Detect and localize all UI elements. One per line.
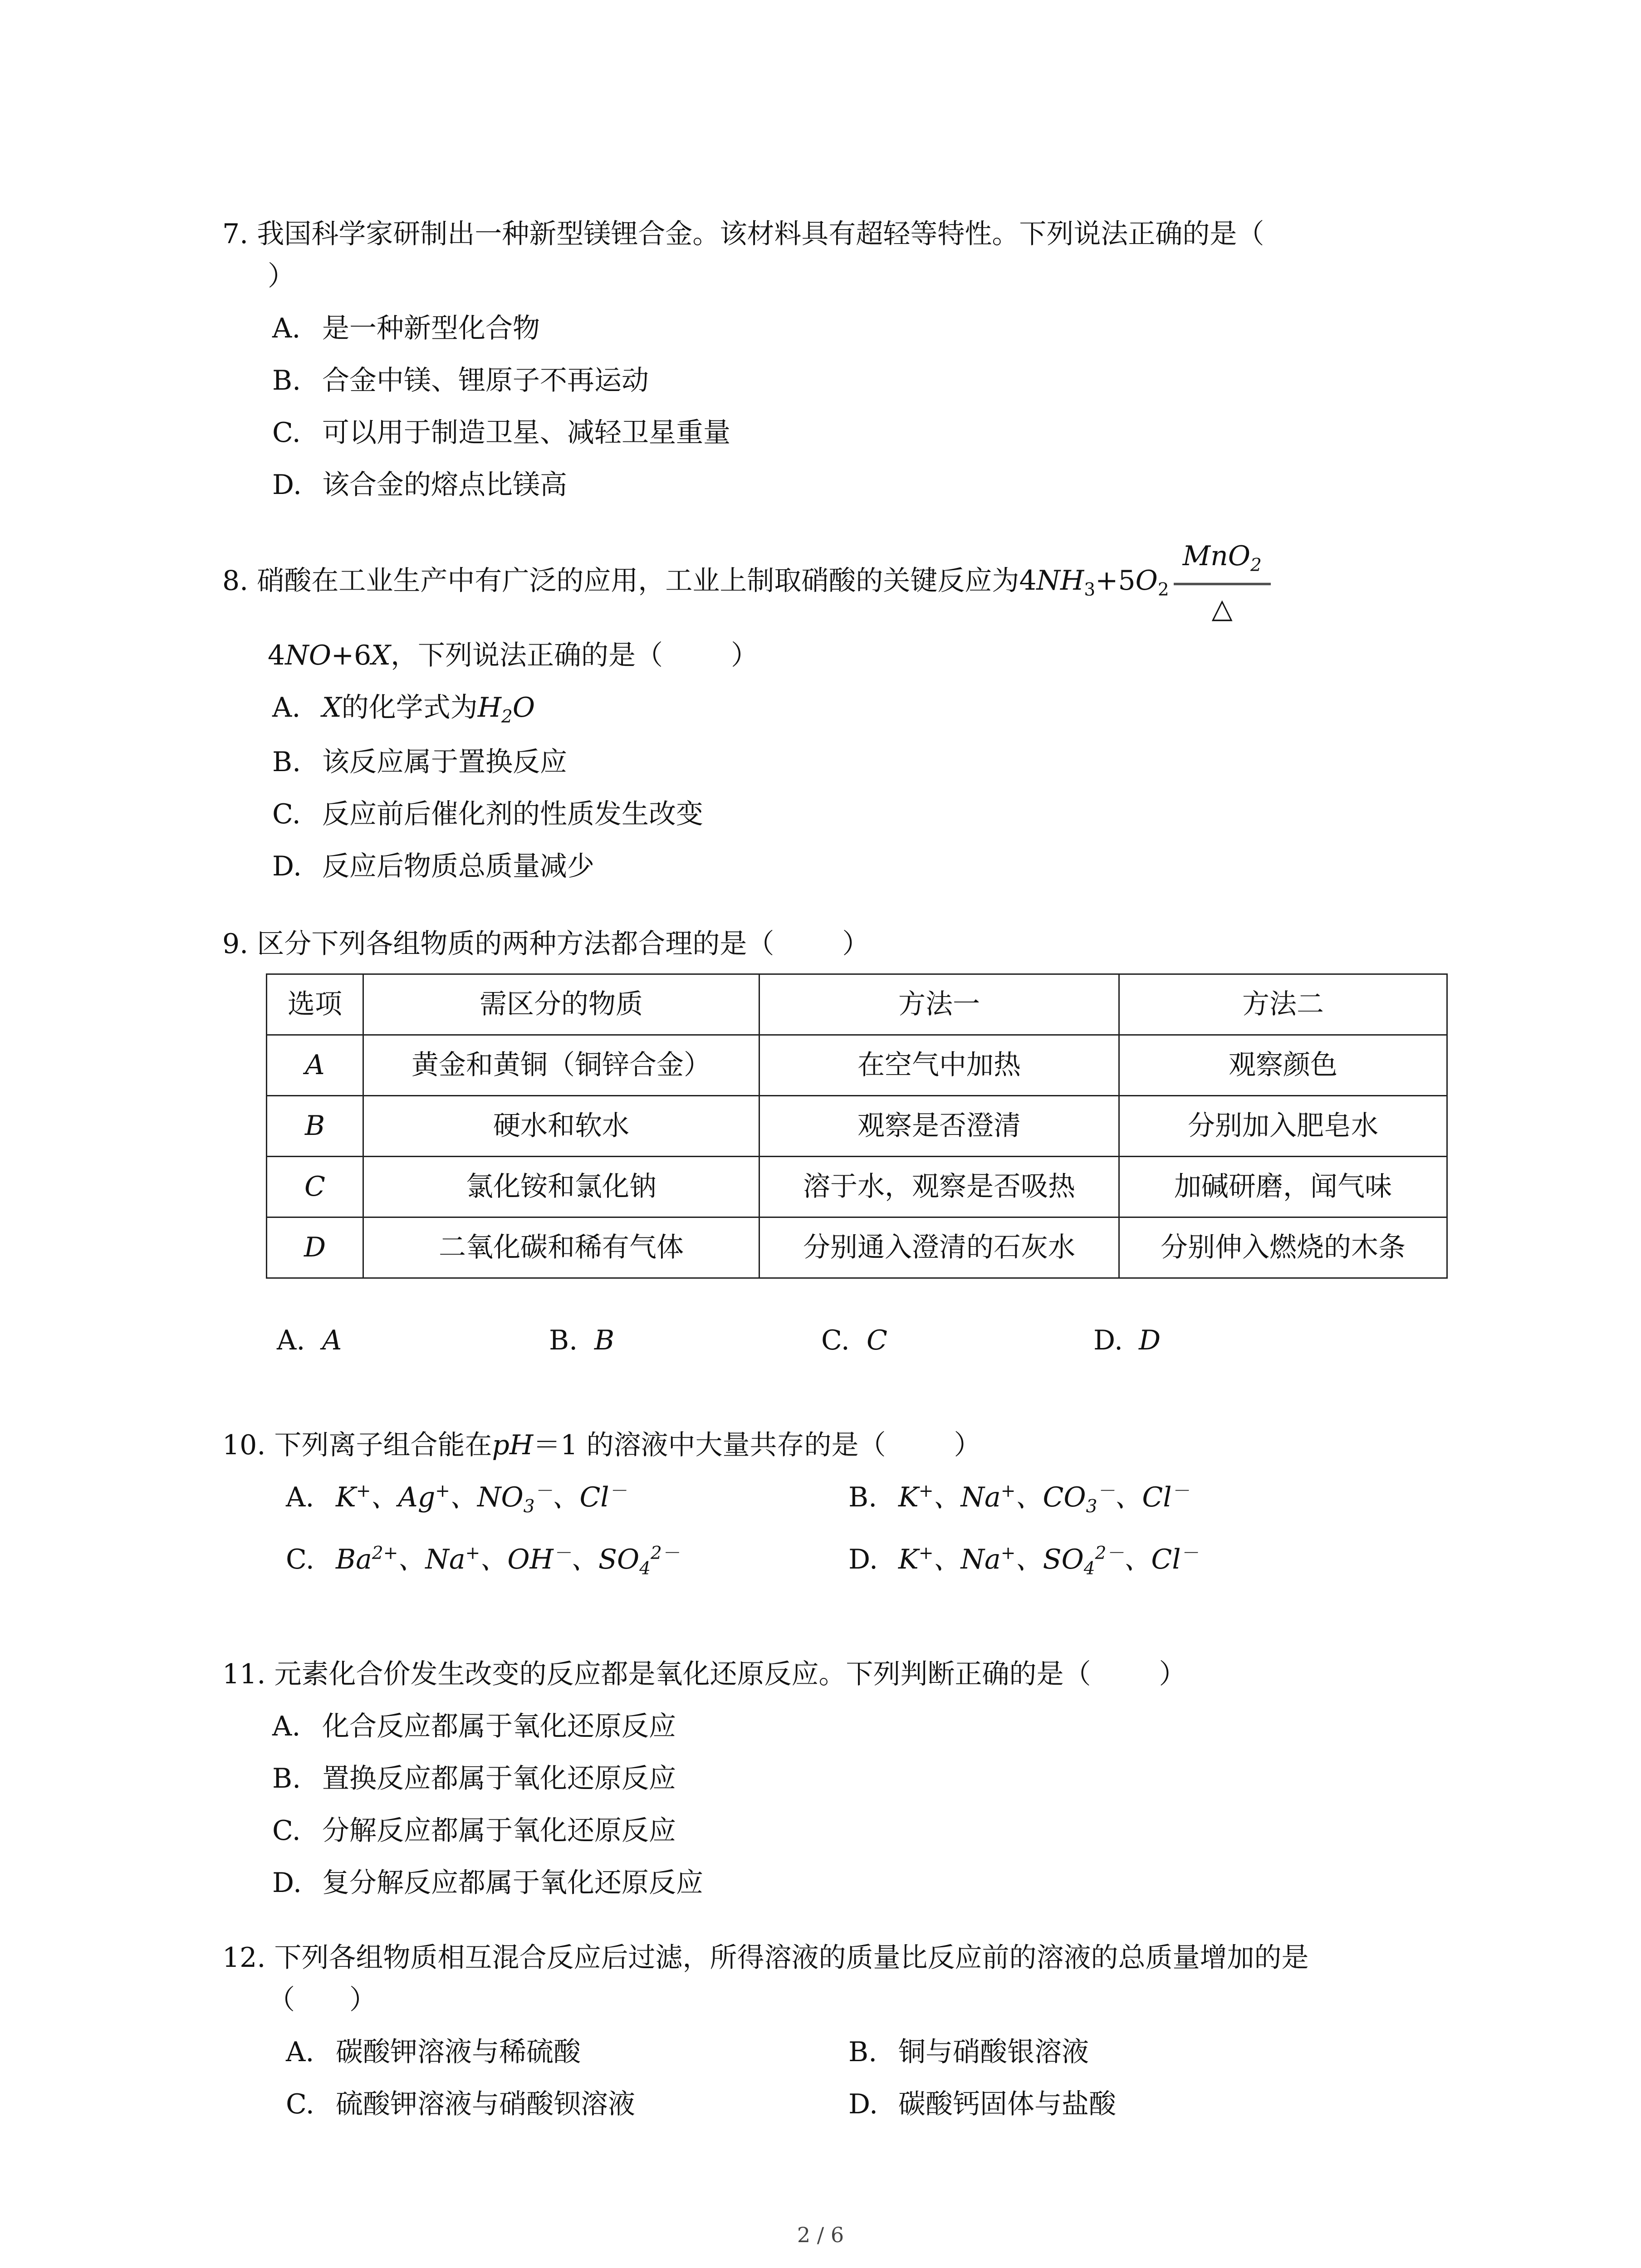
question-7-option-d — [272, 464, 1474, 506]
question-11-stem-text: 11. 元素化合价发生改变的反应都是氧化还原反应。下列判断正确的是（ — [222, 1658, 1091, 1690]
reaction-condition: $\frac{MnO_2}{\triangle}$ — [1174, 535, 1271, 630]
table-cell: C — [267, 1157, 363, 1217]
table-row — [267, 1096, 1447, 1157]
option-label: A. — [286, 1481, 314, 1513]
option-label: C. — [272, 417, 301, 449]
option-label: B. — [272, 1763, 301, 1794]
products: 4NO+6X — [268, 640, 391, 672]
option-label: D. — [848, 1544, 878, 1576]
option-text: D — [1139, 1325, 1161, 1356]
table-cell: D — [267, 1217, 363, 1278]
question-7 — [222, 213, 1474, 506]
heating-symbol: △ — [1211, 593, 1233, 625]
question-8-stem-continuation — [268, 635, 1474, 677]
question-7-stem: 7. 我国科学家研制出一种新型镁锂合金。该材料具有超轻等特性。下列说法正确的是（ — [222, 218, 1264, 250]
table-header: 选项 — [267, 974, 363, 1035]
option-text: 反应后物质总质量减少 — [322, 850, 594, 882]
table-row — [267, 1217, 1447, 1278]
option-label: B. — [848, 2036, 877, 2068]
question-9-option-c — [821, 1320, 1093, 1362]
option-label: A. — [272, 313, 301, 344]
table-cell: 加碱研磨，闻气味 — [1119, 1157, 1447, 1217]
table-cell: A — [267, 1035, 363, 1096]
table-row — [267, 1157, 1447, 1217]
question-9-options — [277, 1320, 1474, 1362]
question-10-stem-text: 10. 下列离子组合能在 — [222, 1429, 492, 1461]
question-11-stem-close: ） — [1159, 1658, 1186, 1690]
table-header: 需区分的物质 — [363, 974, 759, 1035]
option-label: C. — [272, 1815, 301, 1847]
table-cell: B — [267, 1096, 363, 1157]
question-10 — [222, 1424, 1474, 1583]
question-11 — [222, 1653, 1474, 1904]
question-10-stem-close: ） — [954, 1429, 981, 1461]
question-8-option-c — [272, 793, 1474, 836]
option-label: C. — [821, 1325, 850, 1356]
question-12-stem-continuation — [268, 1979, 1474, 2021]
question-8-cont-text: ，下列说法正确的是（ — [391, 640, 663, 672]
option-label: D. — [848, 2088, 878, 2120]
table-cell: 观察是否澄清 — [759, 1096, 1119, 1157]
option-text: 可以用于制造卫星、减轻卫星重量 — [322, 417, 730, 449]
option-label: B. — [272, 746, 301, 778]
option-text: 碳酸钙固体与盐酸 — [898, 2088, 1116, 2120]
question-9 — [222, 923, 1474, 1362]
ion-set-b: K+、Na+、$CO_3^-$、Cl－ — [898, 1481, 1190, 1517]
question-12-close: ） — [349, 1984, 377, 2016]
option-text: B — [594, 1325, 615, 1356]
table-cell: 黄金和黄铜（铜锌合金） — [363, 1035, 759, 1096]
question-12 — [222, 1937, 1474, 2126]
table-cell: 分别伸入燃烧的木条 — [1119, 1217, 1447, 1278]
option-label: D. — [272, 1867, 302, 1899]
option-text: C — [867, 1325, 887, 1356]
question-12-option-d — [848, 2083, 1411, 2126]
question-10-stem-text-2: ＝1 的溶液中大量共存的是（ — [533, 1429, 886, 1461]
table-cell: 在空气中加热 — [759, 1035, 1119, 1096]
question-11-option-a — [272, 1706, 1474, 1748]
option-text: 碳酸钾溶液与稀硫酸 — [336, 2036, 581, 2068]
question-8-stem — [222, 535, 1474, 630]
option-text: 分解反应都属于氧化还原反应 — [322, 1815, 676, 1847]
question-10-option-b — [848, 1476, 1411, 1520]
formula-h2o: $H_2O$ — [477, 692, 535, 728]
question-12-options — [286, 2031, 1474, 2126]
question-10-option-a — [286, 1476, 848, 1520]
option-label: B. — [272, 365, 301, 396]
option-text: 铜与硝酸银溶液 — [898, 2036, 1089, 2068]
option-label: D. — [272, 469, 302, 501]
question-12-open: （ — [268, 1984, 295, 2016]
reactants: $4NH_3+5O_2$ — [1019, 565, 1169, 601]
question-11-option-d — [272, 1862, 1474, 1904]
table-row — [267, 1035, 1447, 1096]
option-label: B. — [549, 1325, 578, 1356]
option-text: 该反应属于置换反应 — [322, 746, 567, 778]
table-cell: 分别通入澄清的石灰水 — [759, 1217, 1119, 1278]
question-10-options — [286, 1476, 1474, 1583]
question-10-option-c — [286, 1539, 848, 1583]
option-text: 合金中镁、锂原子不再运动 — [322, 365, 649, 396]
question-12-option-a — [286, 2031, 848, 2073]
question-11-option-b — [272, 1758, 1474, 1800]
question-8-option-a — [272, 687, 1474, 731]
comparison-table — [266, 973, 1448, 1279]
option-var: X — [322, 692, 342, 724]
table-header: 方法二 — [1119, 974, 1447, 1035]
option-label: D. — [272, 850, 302, 882]
option-label: A. — [272, 1711, 301, 1742]
table-header: 方法一 — [759, 974, 1119, 1035]
ion-set-a: K+、Ag+、$NO_3^-$、Cl－ — [336, 1481, 627, 1517]
option-text: 该合金的熔点比镁高 — [322, 469, 567, 501]
question-7-option-c — [272, 412, 1474, 454]
table-cell: 硬水和软水 — [363, 1096, 759, 1157]
question-9-option-a — [277, 1320, 549, 1362]
ph-symbol: pH — [492, 1429, 534, 1461]
option-text: 的化学式为 — [341, 692, 478, 724]
page-number: 2 / 6 — [797, 2223, 844, 2247]
option-label: A. — [272, 692, 301, 724]
ion-set-d: K+、Na+、$SO_4^{2-}$、Cl－ — [898, 1543, 1199, 1579]
table-header-row — [267, 974, 1447, 1035]
option-label: D. — [1093, 1325, 1123, 1356]
option-text: 置换反应都属于氧化还原反应 — [322, 1763, 676, 1794]
option-label: C. — [286, 2088, 314, 2120]
question-8-option-d — [272, 846, 1474, 888]
question-11-option-c — [272, 1810, 1474, 1852]
question-7-option-a — [272, 308, 1474, 350]
question-11-stem — [222, 1653, 1474, 1696]
question-8 — [222, 535, 1474, 888]
option-text: 硫酸钾溶液与硝酸钡溶液 — [336, 2088, 635, 2120]
table-cell: 溶于水，观察是否吸热 — [759, 1157, 1119, 1217]
question-9-stem-close: ） — [842, 928, 870, 960]
option-text: 反应前后催化剂的性质发生改变 — [322, 798, 703, 830]
question-7-stem-continuation: ） — [268, 260, 295, 292]
table-cell: 分别加入肥皂水 — [1119, 1096, 1447, 1157]
question-12-option-b — [848, 2031, 1411, 2073]
option-label: A. — [286, 2036, 314, 2068]
catalyst: MnO — [1182, 540, 1250, 572]
option-label: A. — [277, 1325, 305, 1356]
table-cell: 二氧化碳和稀有气体 — [363, 1217, 759, 1278]
question-9-stem-text: 9. 区分下列各组物质的两种方法都合理的是（ — [222, 928, 774, 960]
question-7-option-b — [272, 360, 1474, 402]
question-12-option-c — [286, 2083, 848, 2126]
option-label: B. — [848, 1481, 877, 1513]
option-text: 是一种新型化合物 — [322, 313, 540, 344]
question-10-option-d — [848, 1539, 1411, 1583]
question-9-option-b — [549, 1320, 821, 1362]
question-12-stem: 12. 下列各组物质相互混合反应后过滤，所得溶液的质量比反应前的溶液的总质量增加的是 — [222, 1942, 1309, 1974]
option-label: C. — [272, 798, 301, 830]
option-text: 化合反应都属于氧化还原反应 — [322, 1711, 676, 1742]
question-10-stem — [222, 1424, 1474, 1466]
option-text: 复分解反应都属于氧化还原反应 — [322, 1867, 703, 1899]
table-cell: 氯化铵和氯化钠 — [363, 1157, 759, 1217]
question-8-stem-text: 8. 硝酸在工业生产中有广泛的应用，工业上制取硝酸的关键反应为 — [222, 565, 1019, 597]
question-8-cont-close: ） — [731, 640, 759, 672]
table-cell: 观察颜色 — [1119, 1035, 1447, 1096]
option-text: A — [322, 1325, 342, 1356]
question-9-stem — [222, 923, 1474, 965]
question-8-option-b — [272, 741, 1474, 783]
option-label: C. — [286, 1544, 314, 1576]
ion-set-c: $Ba^{2+}$、Na+、OH－、$SO_4^{2-}$ — [336, 1543, 680, 1579]
question-9-option-d — [1093, 1320, 1366, 1362]
